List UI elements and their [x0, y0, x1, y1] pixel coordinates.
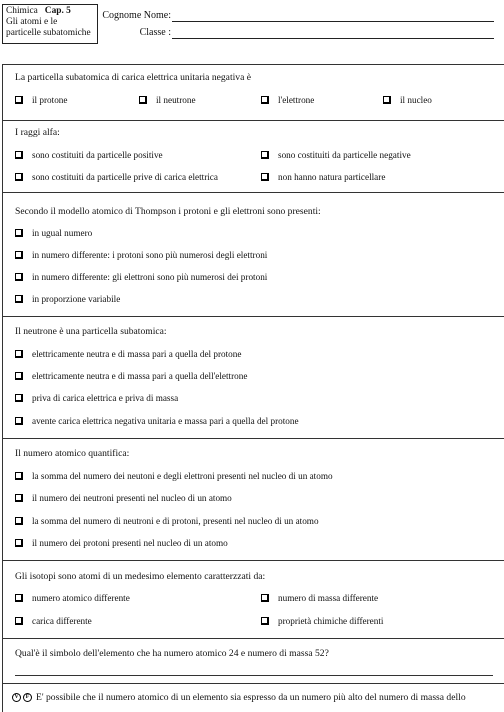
- checkbox[interactable]: [383, 96, 391, 104]
- checkbox[interactable]: [15, 617, 23, 625]
- option[interactable]: [15, 393, 178, 403]
- option-label: il neutrone: [156, 95, 196, 105]
- question-card-1: [2, 64, 504, 120]
- checkbox[interactable]: [261, 96, 269, 104]
- question-card-6: [2, 560, 504, 638]
- option-label: sono costituiti da particelle prive di carica elettrica: [32, 172, 218, 182]
- option-label: numero atomico differente: [32, 593, 130, 603]
- checkbox[interactable]: [261, 594, 269, 602]
- question-text: Gli isotopi sono atomi di un medesimo elemento caratterzzati da:: [15, 571, 266, 582]
- checkbox[interactable]: [15, 394, 23, 402]
- question-text: Secondo il modello atomico di Thompson i protoni e gli elettroni sono presenti:: [15, 206, 321, 217]
- checkbox[interactable]: [15, 251, 23, 259]
- false-circle[interactable]: F: [23, 693, 32, 702]
- subject: Chimica: [6, 6, 38, 16]
- checkbox[interactable]: [15, 151, 23, 159]
- option[interactable]: [261, 616, 383, 626]
- option[interactable]: [15, 516, 319, 526]
- option[interactable]: [15, 593, 130, 603]
- checkbox[interactable]: [15, 472, 23, 480]
- subject-box: [2, 4, 98, 44]
- option[interactable]: [15, 349, 241, 359]
- question-text: Qual'è il simbolo dell'elemento che ha numero atomico 24 e numero di massa 52?: [15, 648, 329, 659]
- option[interactable]: [15, 150, 163, 160]
- checkbox[interactable]: [15, 539, 23, 547]
- option-label: elettricamente neutra e di massa pari a quella dell'elettrone: [32, 371, 248, 381]
- checkbox[interactable]: [15, 295, 23, 303]
- option-label: carica differente: [32, 616, 92, 626]
- option-label: l'elettrone: [278, 95, 315, 105]
- option-label: il nucleo: [400, 95, 432, 105]
- question-card-7: [2, 638, 504, 683]
- option[interactable]: [15, 471, 333, 481]
- option-label: sono costituiti da particelle negative: [278, 150, 411, 160]
- checkbox[interactable]: [261, 151, 269, 159]
- checkbox[interactable]: [15, 372, 23, 380]
- checkbox[interactable]: [15, 173, 23, 181]
- class-field[interactable]: [172, 26, 494, 39]
- checkbox[interactable]: [15, 417, 23, 425]
- surname-label-wrap: [100, 10, 171, 22]
- option[interactable]: [15, 228, 92, 238]
- true-false-text: E' possibile che il numero atomico di un elemento sia espresso da un numero più alto del numero di massa dello: [36, 692, 466, 703]
- question-text: Il numero atomico quantifica:: [15, 448, 130, 459]
- option-label: priva di carica elettrica e priva di massa: [32, 393, 179, 403]
- question-card-2: [2, 120, 504, 192]
- option-label: il numero dei neutroni presenti nel nucleo di un atomo: [32, 493, 232, 503]
- option[interactable]: [15, 616, 92, 626]
- option-label: in numero differente: gli elettroni sono più numerosi dei protoni: [32, 272, 268, 282]
- option-label: la somma del numero di neutroni e di protoni, presenti nel nucleo di un atomo: [32, 516, 319, 526]
- option-label: in numero differente: i protoni sono più numerosi degli elettroni: [32, 250, 268, 260]
- question-text: Il neutrone è una particella subatomica:: [15, 326, 167, 337]
- option-label: numero di massa differente: [278, 593, 379, 603]
- option-label: il numero dei protoni presenti nel nucleo di un atomo: [32, 538, 228, 548]
- option-label: in proporzione variabile: [32, 294, 121, 304]
- chapter: Cap. 5: [44, 6, 71, 16]
- option[interactable]: [15, 493, 232, 503]
- surname-field[interactable]: [172, 9, 494, 22]
- true-false-item: [12, 692, 466, 703]
- checkbox[interactable]: [139, 96, 147, 104]
- option[interactable]: [15, 95, 67, 105]
- option-label: elettricamente neutra e di massa pari a quella del protone: [32, 349, 242, 359]
- question-card-3: [2, 192, 504, 316]
- checkbox[interactable]: [261, 173, 269, 181]
- question-card-5: [2, 438, 504, 560]
- option-label: avente carica elettrica negativa unitaria e massa pari a quella del protone: [32, 416, 299, 426]
- question-text: I raggi alfa:: [15, 127, 60, 138]
- option[interactable]: [15, 272, 267, 282]
- class-label: Classe :: [139, 27, 171, 38]
- option[interactable]: [15, 294, 120, 304]
- question-text: La particella subatomica di carica elettrica unitaria negativa è: [15, 72, 251, 83]
- checkbox[interactable]: [15, 350, 23, 358]
- option[interactable]: [15, 416, 299, 426]
- topic-line-1: Gli atomi e le: [6, 17, 58, 28]
- checkbox[interactable]: [15, 594, 23, 602]
- option-label: la somma del numero dei neutoni e degli elettroni presenti nel nucleo di un atomo: [32, 471, 333, 481]
- option-label: il protone: [32, 95, 68, 105]
- option-label: sono costituiti da particelle positive: [32, 150, 163, 160]
- option[interactable]: [15, 172, 218, 182]
- option[interactable]: [15, 538, 228, 548]
- option[interactable]: [15, 250, 267, 260]
- checkbox[interactable]: [15, 517, 23, 525]
- option-label: proprietà chimiche differenti: [278, 616, 384, 626]
- option[interactable]: [383, 95, 432, 105]
- checkbox[interactable]: [15, 229, 23, 237]
- option[interactable]: [15, 371, 247, 381]
- checkbox[interactable]: [261, 617, 269, 625]
- checkbox[interactable]: [15, 273, 23, 281]
- option-label: in ugual numero: [32, 228, 93, 238]
- option[interactable]: [261, 150, 411, 160]
- answer-line[interactable]: [15, 661, 493, 676]
- topic-line-2: particelle subatomiche: [6, 28, 91, 39]
- option[interactable]: [261, 95, 314, 105]
- option[interactable]: [261, 172, 385, 182]
- checkbox[interactable]: [15, 96, 23, 104]
- option[interactable]: [261, 593, 378, 603]
- class-label-wrap: [100, 27, 171, 39]
- checkbox[interactable]: [15, 494, 23, 502]
- true-circle[interactable]: V: [12, 693, 21, 702]
- option[interactable]: [139, 95, 196, 105]
- surname-label: Cognome Nome:: [102, 10, 171, 21]
- option-label: non hanno natura particellare: [278, 172, 386, 182]
- question-card-4: [2, 316, 504, 438]
